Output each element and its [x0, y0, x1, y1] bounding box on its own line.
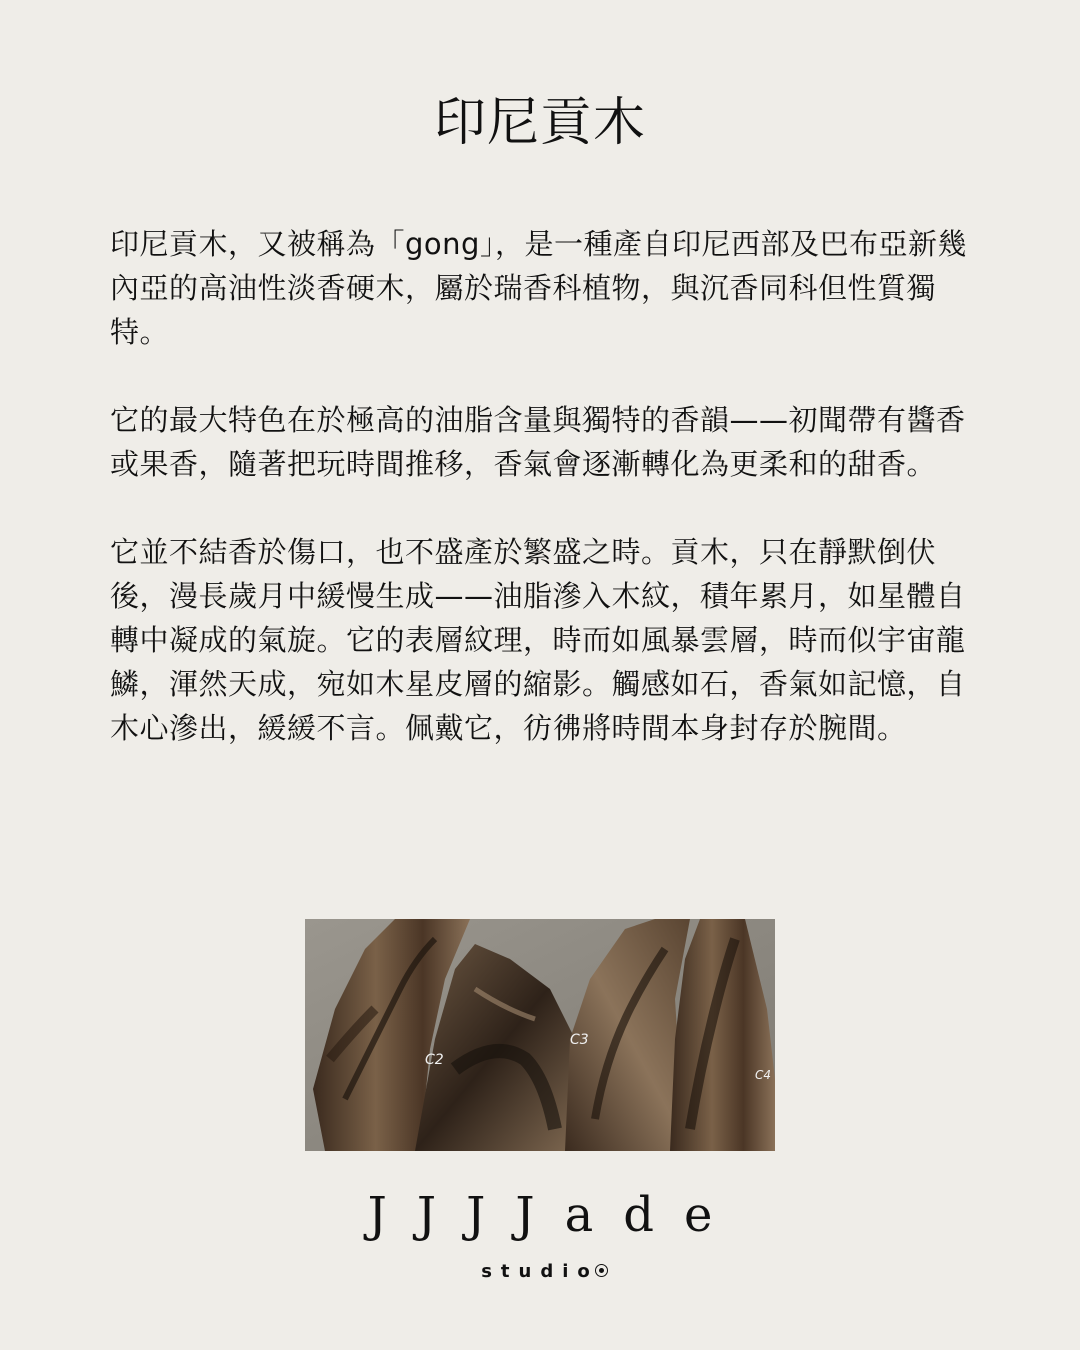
gong-wood-photo	[305, 919, 775, 1151]
photo-label-c4: C4	[755, 1068, 772, 1082]
registered-mark-icon	[595, 1264, 608, 1277]
article-body	[110, 222, 980, 794]
paragraph-2: 它的最大特色在於極高的油脂含量與獨特的香韻——初聞帶有醬香或果香，隨著把玩時間推移，香氣會逐漸轉化為更柔和的甜香。	[110, 403, 966, 481]
brand-subtitle	[0, 1260, 1080, 1284]
paragraph-1: 印尼貢木，又被稱為「gong」，是一種產自印尼西部及巴布亞新幾內亞的高油性淡香硬木，屬於瑞香科植物，與沉香同科但性質獨特。	[110, 227, 967, 349]
brand-subtitle-text: studio	[481, 1261, 599, 1282]
photo-label-c2: C2	[425, 1052, 444, 1068]
paragraph-3: 它並不結香於傷口，也不盛產於繁盛之時。貢木，只在靜默倒伏後，漫長歲月中緩慢生成——油脂滲入木紋，積年累月，如星體自轉中凝成的氣旋。它的表層紋理，時而如風暴雲層，時而似宇宙龍鱗，渾然天成，宛如木星皮層的縮影。觸感如石，香氣如記憶，自木心滲出，緩緩不言。佩戴它，彷彿將時間本身封存於腕間。	[110, 535, 966, 745]
photo-label-c3: C3	[570, 1032, 589, 1048]
brand-logo: JJJJade	[367, 1187, 743, 1243]
page-title: 印尼貢木	[433, 93, 646, 153]
